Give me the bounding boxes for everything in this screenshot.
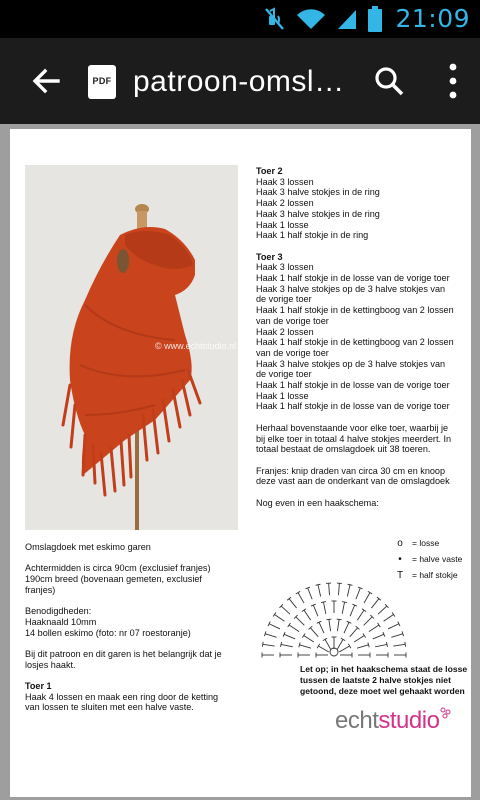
schema-stitch [265, 634, 276, 638]
schema-stitch [318, 585, 321, 597]
schema-stitch [391, 634, 402, 638]
schema-stitch [289, 599, 296, 608]
pdf-page [10, 129, 471, 797]
schema-stitch [364, 617, 372, 625]
echtstudio-logo [335, 707, 439, 735]
left-column [25, 542, 240, 713]
note-line: losjes haakt. [25, 659, 76, 670]
schema-stitch [313, 605, 318, 616]
schema-stitch [369, 625, 379, 632]
schema-stitch [354, 636, 364, 642]
caption: Omslagdoek met eskimo garen [25, 542, 151, 552]
status-bar [0, 0, 480, 38]
schema-stitch-top [288, 623, 291, 627]
brand-part1: echt [335, 707, 379, 734]
schema-stitch-top [342, 602, 347, 603]
schema-stitch [329, 583, 330, 595]
schema-stitch [299, 645, 311, 648]
round1-line: Haak 4 lossen en maak een ring door de ketting [25, 691, 219, 702]
schema-stitch [339, 646, 349, 652]
round2-line: Haak 3 halve stokjes in de ring [256, 208, 380, 219]
schema-stitch [338, 583, 339, 595]
repeat-line: totaal bestaat de omslagdoek uit 38 toeren. [256, 444, 431, 455]
schema-intro: Nog even in een haakschema: [256, 497, 379, 508]
schema-note-line: tussen de laatste 2 halve stokjes niet [300, 675, 451, 685]
schema-stitch [357, 645, 369, 648]
schema-note-line: getoond, deze moet wel gehaakt worden [300, 686, 465, 696]
schema-stitch-top [321, 602, 326, 603]
back-arrow-icon[interactable] [30, 65, 62, 97]
schema-stitch [371, 599, 378, 608]
schema-stitch [344, 622, 349, 633]
schema-stitch-top [348, 584, 353, 585]
schema-stitch [296, 617, 304, 625]
round3-line: Haak 1 half stokje in de kettingboog van 2 lossen [256, 305, 454, 316]
repeat-line: bij elke toer in totaal 4 halve stokjes meerdert. In [256, 433, 452, 444]
material-item: 14 bollen eskimo (foto: nr 07 roestoranje) [25, 627, 191, 638]
schema-stitch [393, 644, 405, 646]
schema-stitch [281, 644, 293, 646]
round3-line: de vorige toer [256, 369, 312, 380]
round1-heading: Toer 1 [25, 681, 52, 692]
size-line: franjes) [25, 584, 56, 595]
round3-line: de vorige toer [256, 294, 312, 305]
schema-stitch-top [386, 642, 387, 647]
schema-stitch-top [405, 642, 406, 647]
schema-stitch-top [273, 612, 276, 616]
more-vert-icon[interactable] [440, 62, 466, 100]
schema-center-ring [330, 648, 338, 656]
schema-stitch-top [326, 619, 331, 620]
schema-stitch [298, 593, 304, 603]
battery-icon [368, 6, 382, 32]
schema-legend [388, 535, 470, 583]
schema-stitch [329, 619, 331, 631]
legend-label: = losse [412, 538, 440, 548]
legend-row [388, 567, 470, 583]
schema-stitch [388, 624, 399, 629]
round3-heading: Toer 3 [256, 251, 283, 262]
round3-line: Haak 3 halve stokjes op de 3 halve stokjes van [256, 283, 446, 294]
legend-label: = half stokje [412, 570, 458, 580]
right-column [256, 166, 464, 508]
pdf-label: PDF [92, 76, 112, 86]
schema-note [300, 664, 470, 697]
size-line: 190cm breed (bovenaan gemeten, exclusief [25, 574, 202, 585]
photo-watermark: © www.echtstudio.nl [155, 341, 237, 351]
schema-stitch [269, 624, 280, 629]
schema-stitch-top [281, 642, 282, 647]
schema-stitch [357, 610, 364, 620]
round2-line: Haak 1 losse [256, 219, 309, 230]
schema-stitch [281, 606, 290, 614]
schema-stitch [347, 585, 350, 597]
round3-line: van de vorige toer [256, 347, 329, 358]
app-bar [0, 38, 480, 124]
mute-icon [264, 7, 286, 31]
materials-heading: Benodigdheden: [25, 606, 92, 617]
flower-dots-icon [439, 707, 453, 723]
round3-line: Haak 3 halve stokjes op de 3 halve stokjes van [256, 358, 446, 369]
schema-stitch [323, 602, 325, 614]
schema-stitch-top [302, 633, 305, 637]
schema-stitch-top [337, 619, 342, 620]
schema-stitch [384, 614, 394, 621]
schema-stitch [378, 606, 387, 614]
legend-symbol: T [396, 569, 404, 581]
schema-note-line: Let op; in het haakschema staat de losse [300, 664, 468, 674]
schema-stitch [318, 646, 328, 652]
round3-line: Haak 1 half stokje in de losse van de vorige toer [256, 273, 450, 284]
schema-stitch [350, 628, 358, 637]
schema-stitch-top [362, 609, 366, 612]
brand-part2: studio [378, 707, 440, 734]
round3-line: Haak 1 half stokje in de losse van de vorige toer [256, 380, 450, 391]
material-item: Haaknaald 10mm [25, 616, 97, 627]
fringe-line: deze vast aan de onderkant van de omslagdoek [256, 476, 450, 487]
clock: 21:09 [395, 4, 470, 33]
legend-symbol: o [397, 537, 403, 549]
shawl-photo [25, 165, 238, 530]
schema-stitch-top [378, 623, 381, 627]
schema-stitch-top [262, 642, 263, 647]
round3-line: Haak 1 losse [256, 390, 309, 401]
round2-line: Haak 2 lossen [256, 198, 314, 209]
round1-line: van lossen te sluiten met een halve vaste. [25, 702, 194, 713]
round2-heading: Toer 2 [256, 166, 283, 176]
schema-stitch [342, 602, 344, 614]
schema-stitch [310, 628, 318, 637]
schema-stitch [275, 614, 285, 621]
legend-row [388, 551, 470, 567]
schema-stitch [375, 644, 387, 646]
wifi-icon [296, 7, 326, 31]
schema-stitch [350, 605, 355, 616]
legend-label: = halve vaste [412, 554, 463, 564]
round3-line: Haak 1 half stokje in de kettingboog van 2 lossen [256, 337, 454, 348]
schema-stitch [364, 593, 370, 603]
round3-line: Haak 3 lossen [256, 262, 314, 273]
schema-stitch [373, 634, 384, 639]
round2-line: Haak 3 halve stokjes in de ring [256, 187, 380, 198]
schema-stitch-top [302, 609, 306, 612]
fringe-line: Franjes: knip draden van circa 30 cm en knoop [256, 465, 446, 476]
schema-stitch [304, 610, 311, 620]
round2-line: Haak 1 half stokje in de ring [256, 230, 369, 241]
schema-stitch [263, 644, 275, 646]
pdf-viewer[interactable] [0, 124, 480, 800]
legend-symbol: • [398, 553, 402, 565]
schema-stitch [325, 639, 331, 649]
round3-line: Haak 1 half stokje in de losse van de vorige toer [256, 401, 450, 412]
schema-stitch [284, 634, 295, 639]
round2-line: Haak 3 lossen [256, 176, 314, 187]
schema-stitch-top [392, 612, 395, 616]
note-line: Bij dit patroon en dit garen is het belangrijk dat je [25, 648, 222, 659]
repeat-line: Herhaal bovenstaande voor elke toer, waarbij je [256, 422, 449, 433]
search-icon[interactable] [373, 65, 405, 97]
schema-stitch [356, 588, 360, 599]
round3-line: van de vorige toer [256, 315, 329, 326]
size-line: Achtermidden is circa 90cm (exclusief franjes) [25, 563, 211, 574]
schema-stitch-top [363, 633, 366, 637]
signal-icon [336, 7, 358, 31]
schema-stitch [319, 622, 324, 633]
document-title: patroon-omsl… [133, 65, 345, 98]
schema-stitch-top [316, 584, 321, 585]
legend-row [388, 535, 470, 551]
schema-stitch [337, 639, 343, 649]
schema-stitch [308, 588, 312, 599]
pdf-file-icon [88, 65, 116, 99]
schema-stitch [304, 636, 314, 642]
round3-line: Haak 2 lossen [256, 326, 314, 337]
schema-stitch [289, 625, 299, 632]
schema-stitch [337, 619, 339, 631]
